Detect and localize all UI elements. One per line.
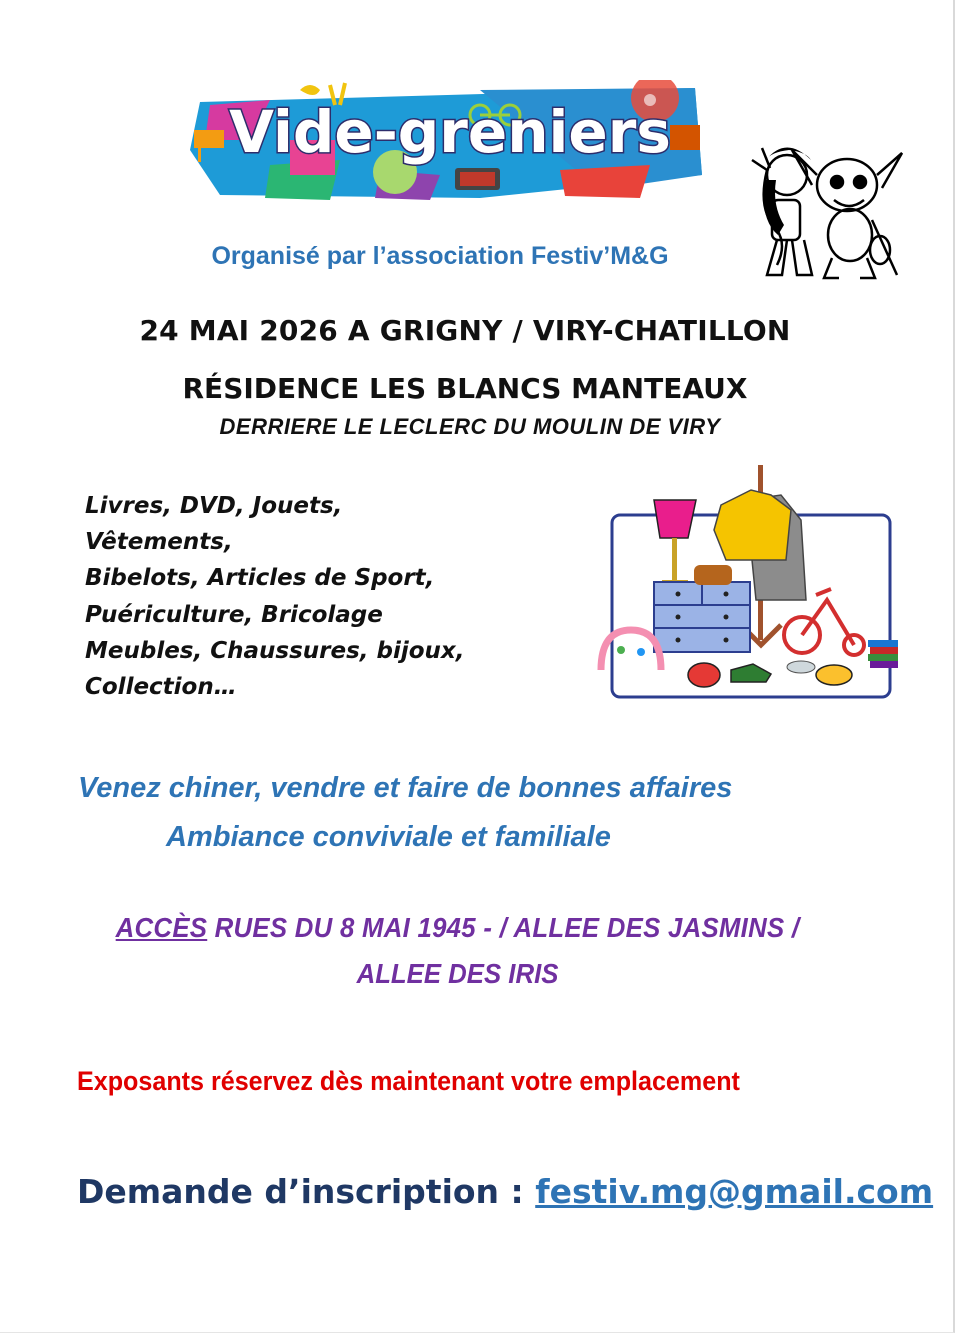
organiser-line: Organisé par l’association Festiv’M&G xyxy=(211,242,669,270)
list-item: Meubles, Chaussures, bijoux, xyxy=(85,637,465,664)
access-label: ACCÈS xyxy=(115,912,208,943)
second-hand-goods-illustration xyxy=(596,460,911,705)
tagline-bargains: Venez chiner, vendre et faire de bonnes affaires xyxy=(78,772,733,804)
event-residence: RÉSIDENCE LES BLANCS MANTEAUX xyxy=(182,372,748,405)
list-item: Bibelots, Articles de Sport, xyxy=(85,565,435,592)
access-streets: RUES DU 8 MAI 1945 - / ALLEE DES JASMINS / xyxy=(207,912,800,943)
registration-line xyxy=(77,1172,933,1211)
access-line xyxy=(37,912,879,944)
list-item: Puériculture, Bricolage xyxy=(85,601,383,628)
tagline-atmosphere: Ambiance conviviale et familiale xyxy=(166,821,611,853)
list-item: Vêtements, xyxy=(85,529,233,556)
vide-greniers-banner xyxy=(180,80,710,210)
event-date-location: 24 MAI 2026 A GRIGNY / VIRY-CHATILLON xyxy=(139,314,791,347)
access-streets-2: ALLEE DES IRIS xyxy=(356,958,559,989)
list-item: Livres, DVD, Jouets, xyxy=(85,493,343,519)
list-item: Collection… xyxy=(85,674,237,701)
email-link[interactable]: festiv.mg@gmail.com xyxy=(535,1172,934,1211)
items-list xyxy=(85,488,465,705)
registration-label: Demande d’inscription : xyxy=(77,1172,536,1211)
exhibitors-call: Exposants réservez dès maintenant votre emplacement xyxy=(77,1066,740,1096)
banner-title: Vide-greniers xyxy=(229,98,671,166)
location-detail: DERRIERE LE LECLERC DU MOULIN DE VIRY xyxy=(219,414,721,439)
